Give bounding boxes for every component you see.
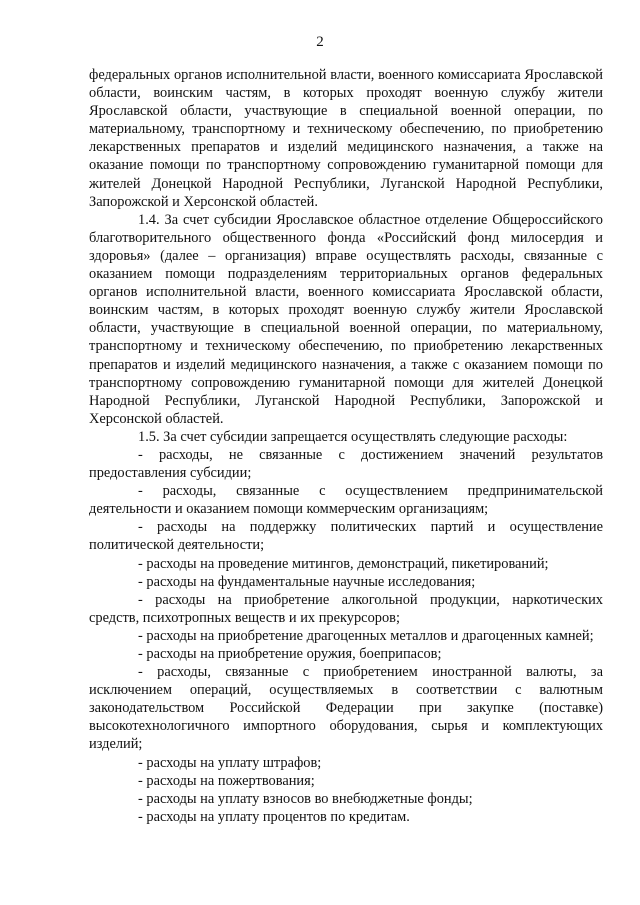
paragraph-1-5: 1.5. За счет субсидии запрещается осуществлять следующие расходы: bbox=[138, 428, 568, 445]
document-body bbox=[89, 66, 603, 826]
list-item: - расходы, связанные с осуществлением предпринимательской деятельности и оказанием помощи коммерческим организациям; bbox=[89, 483, 603, 518]
paragraph-continuation: федеральных органов исполнительной власти, военного комиссариата Ярославской области, воинским частям, в которых проходят военную службу жители Ярославской области, участвующие в специальной военной операции, по материальному, транспортному и техническому обеспечению, по приобретению лекарственных препаратов и изделий медицинского назначения, а также на оказание помощи по транспортному сопровождению гуманитарной помощи для жителей Донецкой Народной Республики, Луганской Народной Республики, Запорожской и Херсонской областей. bbox=[89, 67, 603, 210]
list-item: - расходы, не связанные с достижением значений результатов предоставления субсидии; bbox=[89, 446, 603, 482]
list-item: - расходы на проведение митингов, демонстраций, пикетирований; bbox=[138, 555, 549, 572]
list-item: - расходы на приобретение алкогольной продукции, наркотических средств, психотропных веществ и их прекурсоров; bbox=[89, 591, 603, 626]
list-item: - расходы на фундаментальные научные исследования; bbox=[138, 573, 476, 590]
paragraph-1-4: 1.4. За счет субсидии Ярославское областное отделение Общероссийского благотворительного общественного фонда «Российский фонд милосердия и здоровья» (далее – организация) вправе осуществлять расходы, связанные с оказанием помощи подразделениям территориальных органов федеральных органов исполнительной власти, военного комиссариата Ярославской области, воинским частям, в которых проходят военную службу жители Ярославской области, участвующие в специальной военной операции, по материальному, транспортному и техническому обеспечению, по приобретению лекарственных препаратов и изделий медицинского назначения, а также с оказанием помощи по транспортному сопровождению гуманитарной помощи для жителей Донецкой Народной Республики, Луганской Народной Республики, Запорожской и Херсонской областей. bbox=[89, 211, 603, 427]
list-item: - расходы на уплату процентов по кредитам. bbox=[138, 808, 410, 825]
list-item: - расходы на поддержку политических партий и осуществление политической деятельности; bbox=[89, 519, 603, 554]
list-item: - расходы на приобретение оружия, боеприпасов; bbox=[138, 646, 442, 662]
page-number: 2 bbox=[316, 34, 324, 50]
list-item: - расходы на пожертвования; bbox=[138, 772, 315, 789]
list-item: - расходы, связанные с приобретением иностранной валюты, за исключением операций, осуществляемых в соответствии с валютным законодательством Российской Федерации при закупке (поставке) высокотехнологичного импортного оборудования, сырья и комплектующих изделий; bbox=[89, 664, 603, 753]
list-item: - расходы на уплату взносов во внебюджетные фонды; bbox=[138, 790, 473, 807]
list-item: - расходы на уплату штрафов; bbox=[138, 754, 322, 771]
list-item: - расходы на приобретение драгоценных металлов и драгоценных камней; bbox=[138, 627, 594, 644]
